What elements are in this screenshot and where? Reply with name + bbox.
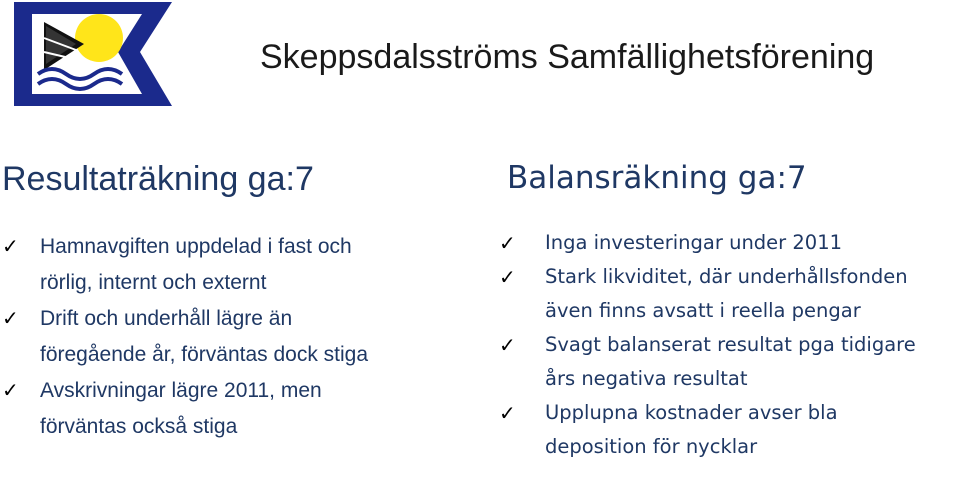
list-item [499, 396, 957, 464]
list-item-text: Svagt balanserat resultat pga tidigare [545, 333, 916, 356]
bullet-list [499, 226, 957, 464]
list-item [499, 226, 957, 260]
check-icon: ✓ [499, 401, 516, 425]
list-item [2, 373, 472, 445]
page-title: Skeppsdalsströms Samfällighetsförening [260, 38, 875, 76]
check-icon: ✓ [2, 236, 19, 258]
list-item-text: Hamnavgiften uppdelad i fast och [40, 235, 352, 258]
check-icon: ✓ [499, 231, 516, 255]
list-item-text: förväntas också stiga [40, 415, 238, 438]
list-item-text: Stark likviditet, där underhållsfonden [545, 265, 908, 288]
sailboat-flag-icon [14, 2, 174, 108]
balance-sheet-section [499, 160, 957, 464]
list-item-text: Drift och underhåll lägre än [40, 307, 293, 330]
list-item-text: Upplupna kostnader avser bla [545, 401, 838, 424]
association-logo [14, 2, 174, 108]
check-icon: ✓ [2, 308, 19, 330]
list-item-text: föregående år, förväntas dock stiga [40, 343, 369, 366]
list-item-text: rörlig, internt och externt [40, 271, 267, 294]
list-item-text: Avskrivningar lägre 2011, men [40, 379, 322, 402]
section-heading: Resultaträkning ga:7 [2, 160, 314, 198]
income-statement-section [2, 160, 472, 445]
list-item [2, 301, 472, 373]
list-item [2, 229, 472, 301]
list-item-text: Inga investeringar under 2011 [545, 231, 843, 254]
check-icon: ✓ [2, 380, 19, 402]
list-item-text: deposition för nycklar [545, 435, 758, 458]
list-item [499, 328, 957, 396]
check-icon: ✓ [499, 333, 516, 357]
list-item-text: även finns avsatt i reella pengar [545, 299, 861, 322]
bullet-list [2, 229, 472, 445]
list-item-text: års negativa resultat [545, 367, 748, 390]
check-icon: ✓ [499, 265, 516, 289]
list-item [499, 260, 957, 328]
section-heading: Balansräkning ga:7 [507, 160, 807, 196]
